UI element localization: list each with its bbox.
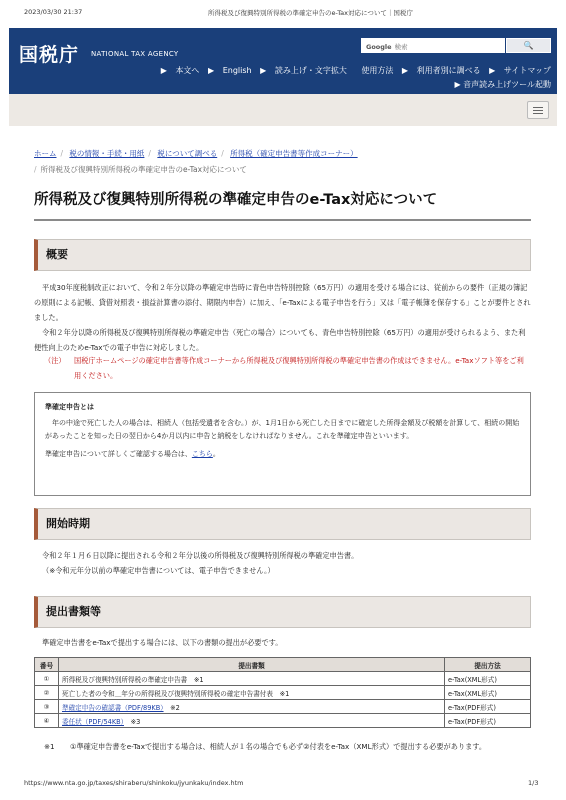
info-box-more: 準確定申告について詳しくご確認する場合は、こちら。 xyxy=(45,450,220,458)
overview-paragraph-1: 平成30年度税制改正において、令和２年分以降の準確定申告時に青色申告特別控除（65万円）の適用を受ける場合には、従前からの要件（正規の簿記の原則による記帳、貸借対照表・損益計算書の添付、期限内申告）に加え、「e-Taxによる電子申告を行う」又は「電子帳簿を保存する」ことが要件とされました。 xyxy=(34,283,531,322)
table-row: ④ 委任状（PDF/54KB） ※3 e-Tax(PDF形式) xyxy=(35,714,531,728)
site-logo[interactable]: 国税庁 xyxy=(19,44,80,66)
header-nav xyxy=(155,65,551,76)
search-button[interactable] xyxy=(506,38,551,53)
start-paragraph-1: 令和２年１月６日以降に提出される令和２年分以後の所得税及び復興特別所得税の準確定申告書。 xyxy=(42,551,359,560)
info-box-link[interactable]: こちら xyxy=(191,450,213,458)
breadcrumb-current: 所得税及び復興特別所得税の準確定申告のe-Tax対応について xyxy=(40,165,247,174)
table-row: ① 所得税及び復興特別所得税の準確定申告書 ※1 e-Tax(XML形式) xyxy=(35,672,531,686)
breadcrumb: ホーム / 税の情報・手続・用紙 / 税について調べる / 所得税（確定申告書等作成コーナー） / 所得税及び復興特別所得税の準確定申告のe-Tax対応について xyxy=(34,149,358,174)
hamburger-menu-icon[interactable] xyxy=(527,101,549,119)
search-placeholder: 検索 xyxy=(394,43,408,51)
breadcrumb-tax-research[interactable]: 税について調べる xyxy=(157,149,218,158)
search-icon: 🔍 xyxy=(523,41,534,50)
print-header xyxy=(0,8,566,20)
nav-voice-tool[interactable]: ▶ 音声読み上げツール起動 xyxy=(454,80,551,89)
start-paragraph-2: （※令和元年分以前の準確定申告書については、電子申告できません。） xyxy=(42,566,275,575)
page-title: 所得税及び復興特別所得税の準確定申告のe-Tax対応について xyxy=(34,188,531,221)
power-of-attorney-pdf-link[interactable]: 委任状（PDF/54KB） xyxy=(62,717,124,726)
table-row: ② 死亡した者の令和＿年分の所得税及び復興特別所得税の確定申告書付表 ※1 e-Tax(XML形式) xyxy=(35,686,531,700)
section-heading-overview: 概要 xyxy=(34,239,531,271)
info-box xyxy=(34,392,531,496)
section-heading-documents: 提出書類等 xyxy=(34,596,531,628)
overview-paragraph-2: 令和２年分以降の所得税及び復興特別所得税の準確定申告（死亡の場合）についても、青色申告特別控除（65万円）の適用が受けられるよう、また利便性向上のためe-Taxでの電子申告に対応しました。 xyxy=(34,328,526,352)
note-label: （注） xyxy=(44,356,66,365)
info-box-title: 準確定申告とは xyxy=(45,403,94,411)
breadcrumb-income-tax[interactable]: 所得税（確定申告書等作成コーナー） xyxy=(230,149,358,158)
breadcrumb-tax-info[interactable]: 税の情報・手続・用紙 xyxy=(69,149,145,158)
nav-how-to-use[interactable]: 使用方法 xyxy=(361,66,394,75)
print-datetime: 2023/03/30 21:37 xyxy=(24,8,83,16)
nav-skip-to-content[interactable]: ▶ 本文へ xyxy=(160,66,200,75)
table-header: 番号 xyxy=(35,658,59,672)
confirmation-pdf-link[interactable]: 準確定申告の確認書（PDF/89KB） xyxy=(62,703,164,712)
table-header: 提出方法 xyxy=(445,658,531,672)
search-input[interactable] xyxy=(361,38,505,53)
nav-sitemap[interactable]: ▶ サイトマップ xyxy=(489,66,551,75)
menu-bar xyxy=(9,94,557,126)
nav-english[interactable]: ▶ English xyxy=(207,66,252,75)
site-logo-en: NATIONAL TAX AGENCY xyxy=(91,50,179,58)
site-header xyxy=(9,28,557,94)
table-header-row xyxy=(35,658,531,672)
table-row: ③ 準確定申告の確認書（PDF/89KB） ※2 e-Tax(PDF形式) xyxy=(35,700,531,714)
print-url: https://www.nta.go.jp/taxes/shiraberu/shinkoku/jyunkaku/index.htm xyxy=(24,779,244,787)
overview-note xyxy=(34,353,531,383)
footnote-1: ※1 ①準確定申告書をe-Taxで提出する場合は、相続人が１名の場合でも必ず②付表をe-Tax（XML形式）で提出する必要があります。 xyxy=(44,742,487,751)
documents-intro: 準確定申告書をe-Taxで提出する場合には、以下の書類の提出が必要です。 xyxy=(42,638,283,647)
breadcrumb-home[interactable]: ホーム xyxy=(34,149,57,158)
print-title: 所得税及び復興特別所得税の準確定申告のe-Tax対応について｜国税庁 xyxy=(208,9,413,17)
section-heading-start: 開始時期 xyxy=(34,508,531,540)
documents-table xyxy=(34,657,531,728)
nav-read-aloud-zoom[interactable]: ▶ 読み上げ・文字拡大 xyxy=(260,66,347,75)
table-header: 提出書類 xyxy=(59,658,445,672)
nav-by-user[interactable]: ▶ 利用者別に調べる xyxy=(401,66,481,75)
google-brand: Google xyxy=(366,43,392,51)
print-page-number: 1/3 xyxy=(528,779,539,787)
info-box-text: 年の中途で死亡した人の場合は、相続人（包括受遺者を含む。）が、1月1日から死亡した日までに確定した所得金額及び税額を計算して、相続の開始があったことを知った日の翌日から4か月以内に申告と納税をしなければなりません。これを準確定申告といいます。 xyxy=(45,419,520,440)
note-text: 国税庁ホームページの確定申告書等作成コーナーから所得税及び復興特別所得税の準確定申告書の作成はできません。e-Taxソフト等をご利用ください。 xyxy=(74,356,524,380)
